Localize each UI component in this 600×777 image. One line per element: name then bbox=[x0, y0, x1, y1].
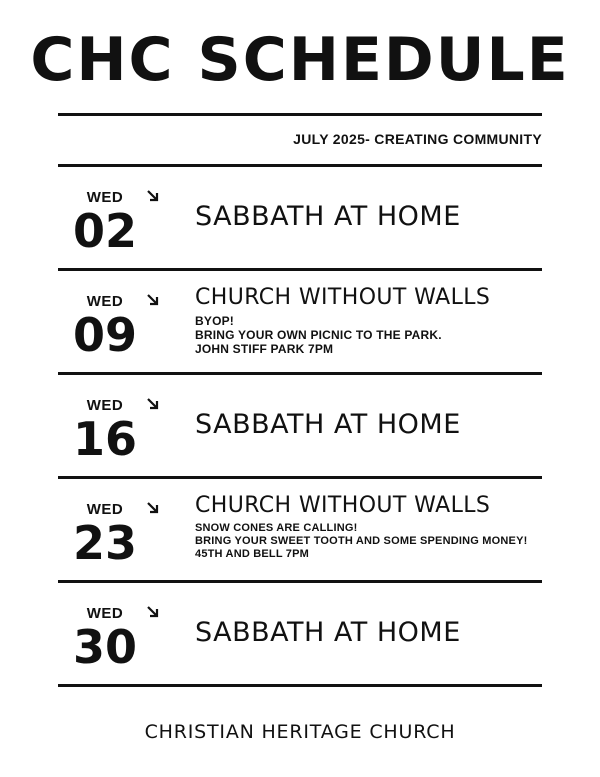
divider bbox=[58, 684, 542, 687]
arrow-down-right-icon bbox=[146, 501, 160, 515]
divider bbox=[58, 113, 542, 116]
entry-date: 02 bbox=[72, 204, 137, 258]
entry-date: 23 bbox=[72, 516, 137, 570]
event-details bbox=[195, 522, 528, 561]
entry-day: WED bbox=[86, 501, 124, 518]
entry-day: WED bbox=[86, 397, 124, 414]
entry-day: WED bbox=[86, 189, 124, 206]
schedule-entry bbox=[58, 271, 542, 372]
entry-date: 30 bbox=[72, 620, 137, 674]
event-detail-line: BYOP! bbox=[195, 314, 235, 328]
event-detail-line: JOHN STIFF PARK 7PM bbox=[195, 342, 334, 356]
event-detail-line: SNOW CONES ARE CALLING! bbox=[195, 522, 358, 534]
schedule-entry bbox=[58, 583, 542, 684]
arrow-down-right-icon bbox=[146, 605, 160, 619]
page-title: CHC SCHEDULE bbox=[30, 25, 570, 95]
schedule-subtitle: JULY 2025- CREATING COMMUNITY bbox=[293, 131, 542, 147]
arrow-down-right-icon bbox=[146, 397, 160, 411]
event-headline: SABBATH AT HOME bbox=[195, 617, 461, 648]
event-detail-line: BRING YOUR SWEET TOOTH AND SOME SPENDING MONEY! bbox=[195, 535, 528, 547]
schedule-entry bbox=[58, 479, 542, 580]
event-headline: SABBATH AT HOME bbox=[195, 201, 461, 232]
entry-date: 09 bbox=[72, 308, 137, 362]
event-detail-line: BRING YOUR OWN PICNIC TO THE PARK. bbox=[195, 328, 442, 342]
entry-date: 16 bbox=[72, 412, 137, 466]
event-title: CHURCH WITHOUT WALLS bbox=[195, 285, 491, 310]
entry-day: WED bbox=[86, 605, 124, 622]
arrow-down-right-icon bbox=[146, 293, 160, 307]
entry-day: WED bbox=[86, 293, 124, 310]
event-headline: SABBATH AT HOME bbox=[195, 409, 461, 440]
event-title: CHURCH WITHOUT WALLS bbox=[195, 493, 491, 518]
event-details bbox=[195, 314, 442, 356]
arrow-down-right-icon bbox=[146, 189, 160, 203]
event-detail-line: 45TH AND BELL 7PM bbox=[195, 548, 310, 560]
schedule-entry bbox=[58, 375, 542, 476]
church-name-footer: CHRISTIAN HERITAGE CHURCH bbox=[144, 721, 456, 743]
schedule-entry bbox=[58, 167, 542, 268]
